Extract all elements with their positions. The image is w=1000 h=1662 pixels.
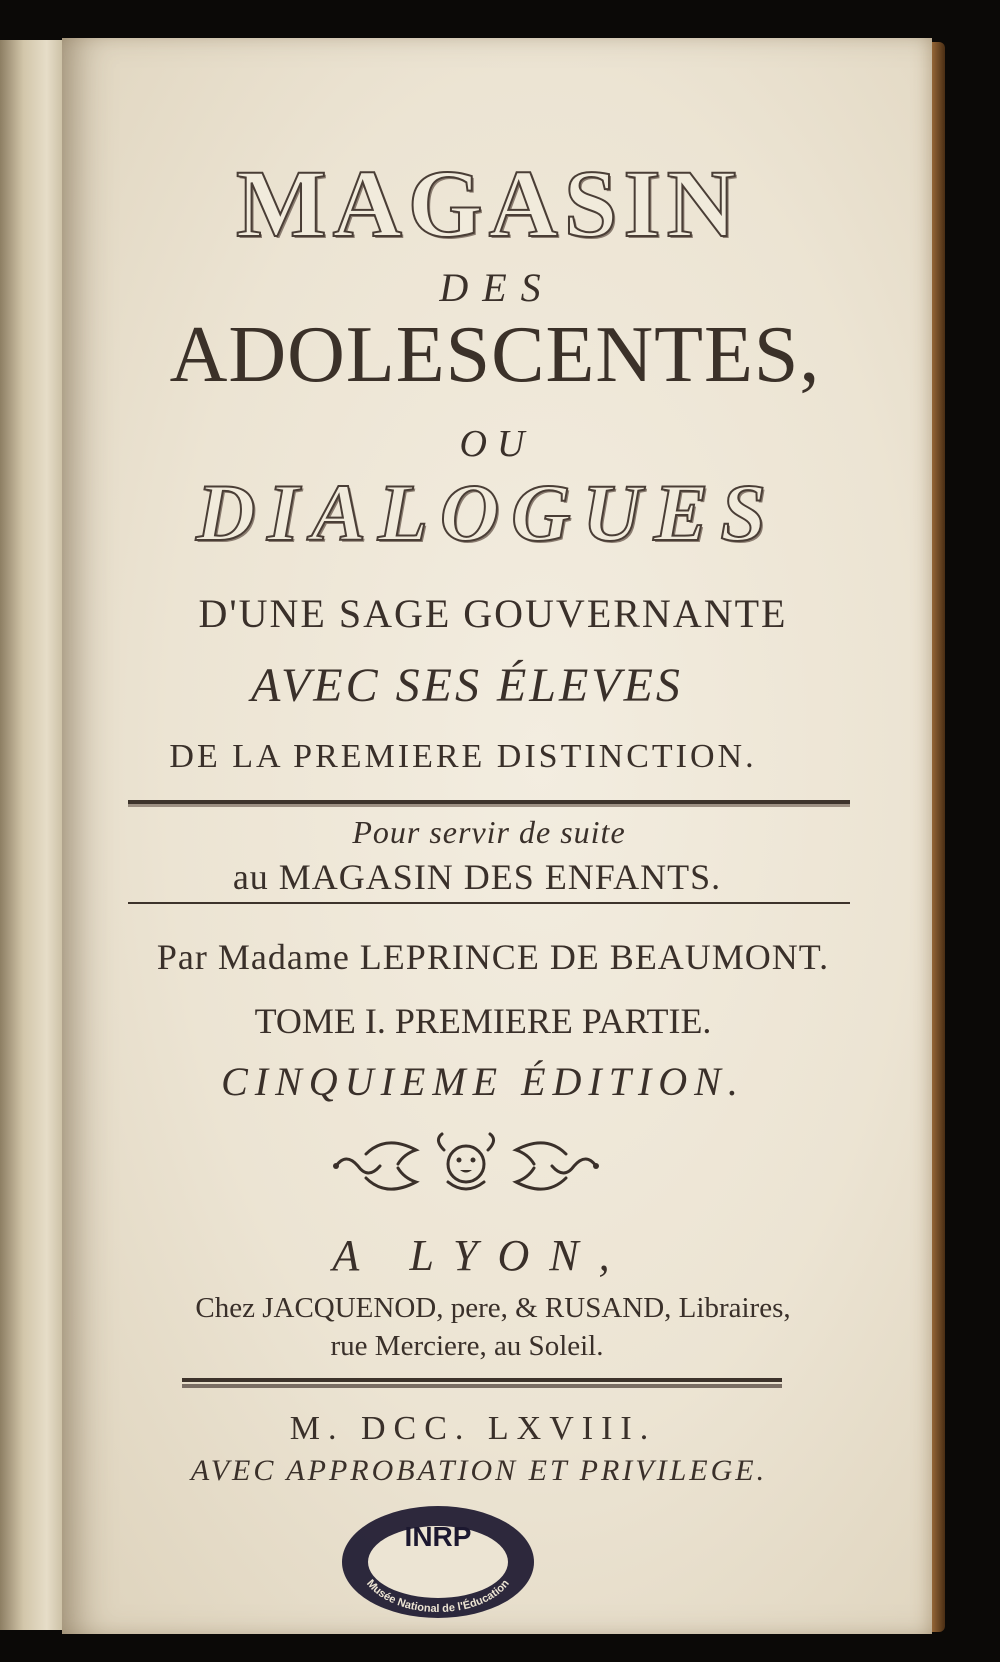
imprint-address: rue Merciere, au Soleil. [330, 1330, 604, 1362]
title-ou: OU [459, 423, 535, 465]
stamp-inrp-text: INRP [404, 1521, 472, 1552]
printer-ornament-icon [326, 1132, 606, 1198]
title-dialogues: DIALOGUES [196, 467, 778, 558]
imprint-year: M. DCC. LXVIII. [289, 1410, 657, 1447]
author-line: Par Madame LEPRINCE DE BEAUMONT. [156, 937, 830, 977]
subtitle-au-magasin: au MAGASIN DES ENFANTS. [232, 857, 722, 897]
subtitle-pour-servir: Pour servir de suite [352, 814, 626, 850]
privilege-line: AVEC APPROBATION ET PRIVILEGE. [190, 1454, 768, 1487]
title-des: DES [439, 265, 555, 310]
imprint-publisher: Chez JACQUENOD, pere, & RUSAND, Libraires, [195, 1292, 791, 1324]
thin-rule-divider [128, 902, 850, 904]
imprint-city: A LYON, [332, 1231, 630, 1280]
title-avec-ses-eleves: AVEC SES ÉLEVES [251, 659, 683, 712]
title-dune-sage-gouvernante: D'UNE SAGE GOUVERNANTE [198, 591, 788, 636]
double-rule-divider [128, 800, 850, 804]
ornamental-rule-divider [182, 1378, 782, 1382]
tome-line: TOME I. PREMIERE PARTIE. [254, 1001, 712, 1041]
title-page [62, 38, 932, 1634]
stamp-ring-text: Musée National de l'Éducation [364, 1577, 512, 1616]
title-premiere-distinction: DE LA PREMIERE DISTINCTION. [169, 738, 757, 775]
title-adolescentes: ADOLESCENTES, [169, 311, 821, 399]
library-stamp-icon [338, 1502, 538, 1622]
edition-line: CINQUIEME ÉDITION. [221, 1059, 745, 1104]
title-magasin: MAGASIN [235, 150, 742, 257]
